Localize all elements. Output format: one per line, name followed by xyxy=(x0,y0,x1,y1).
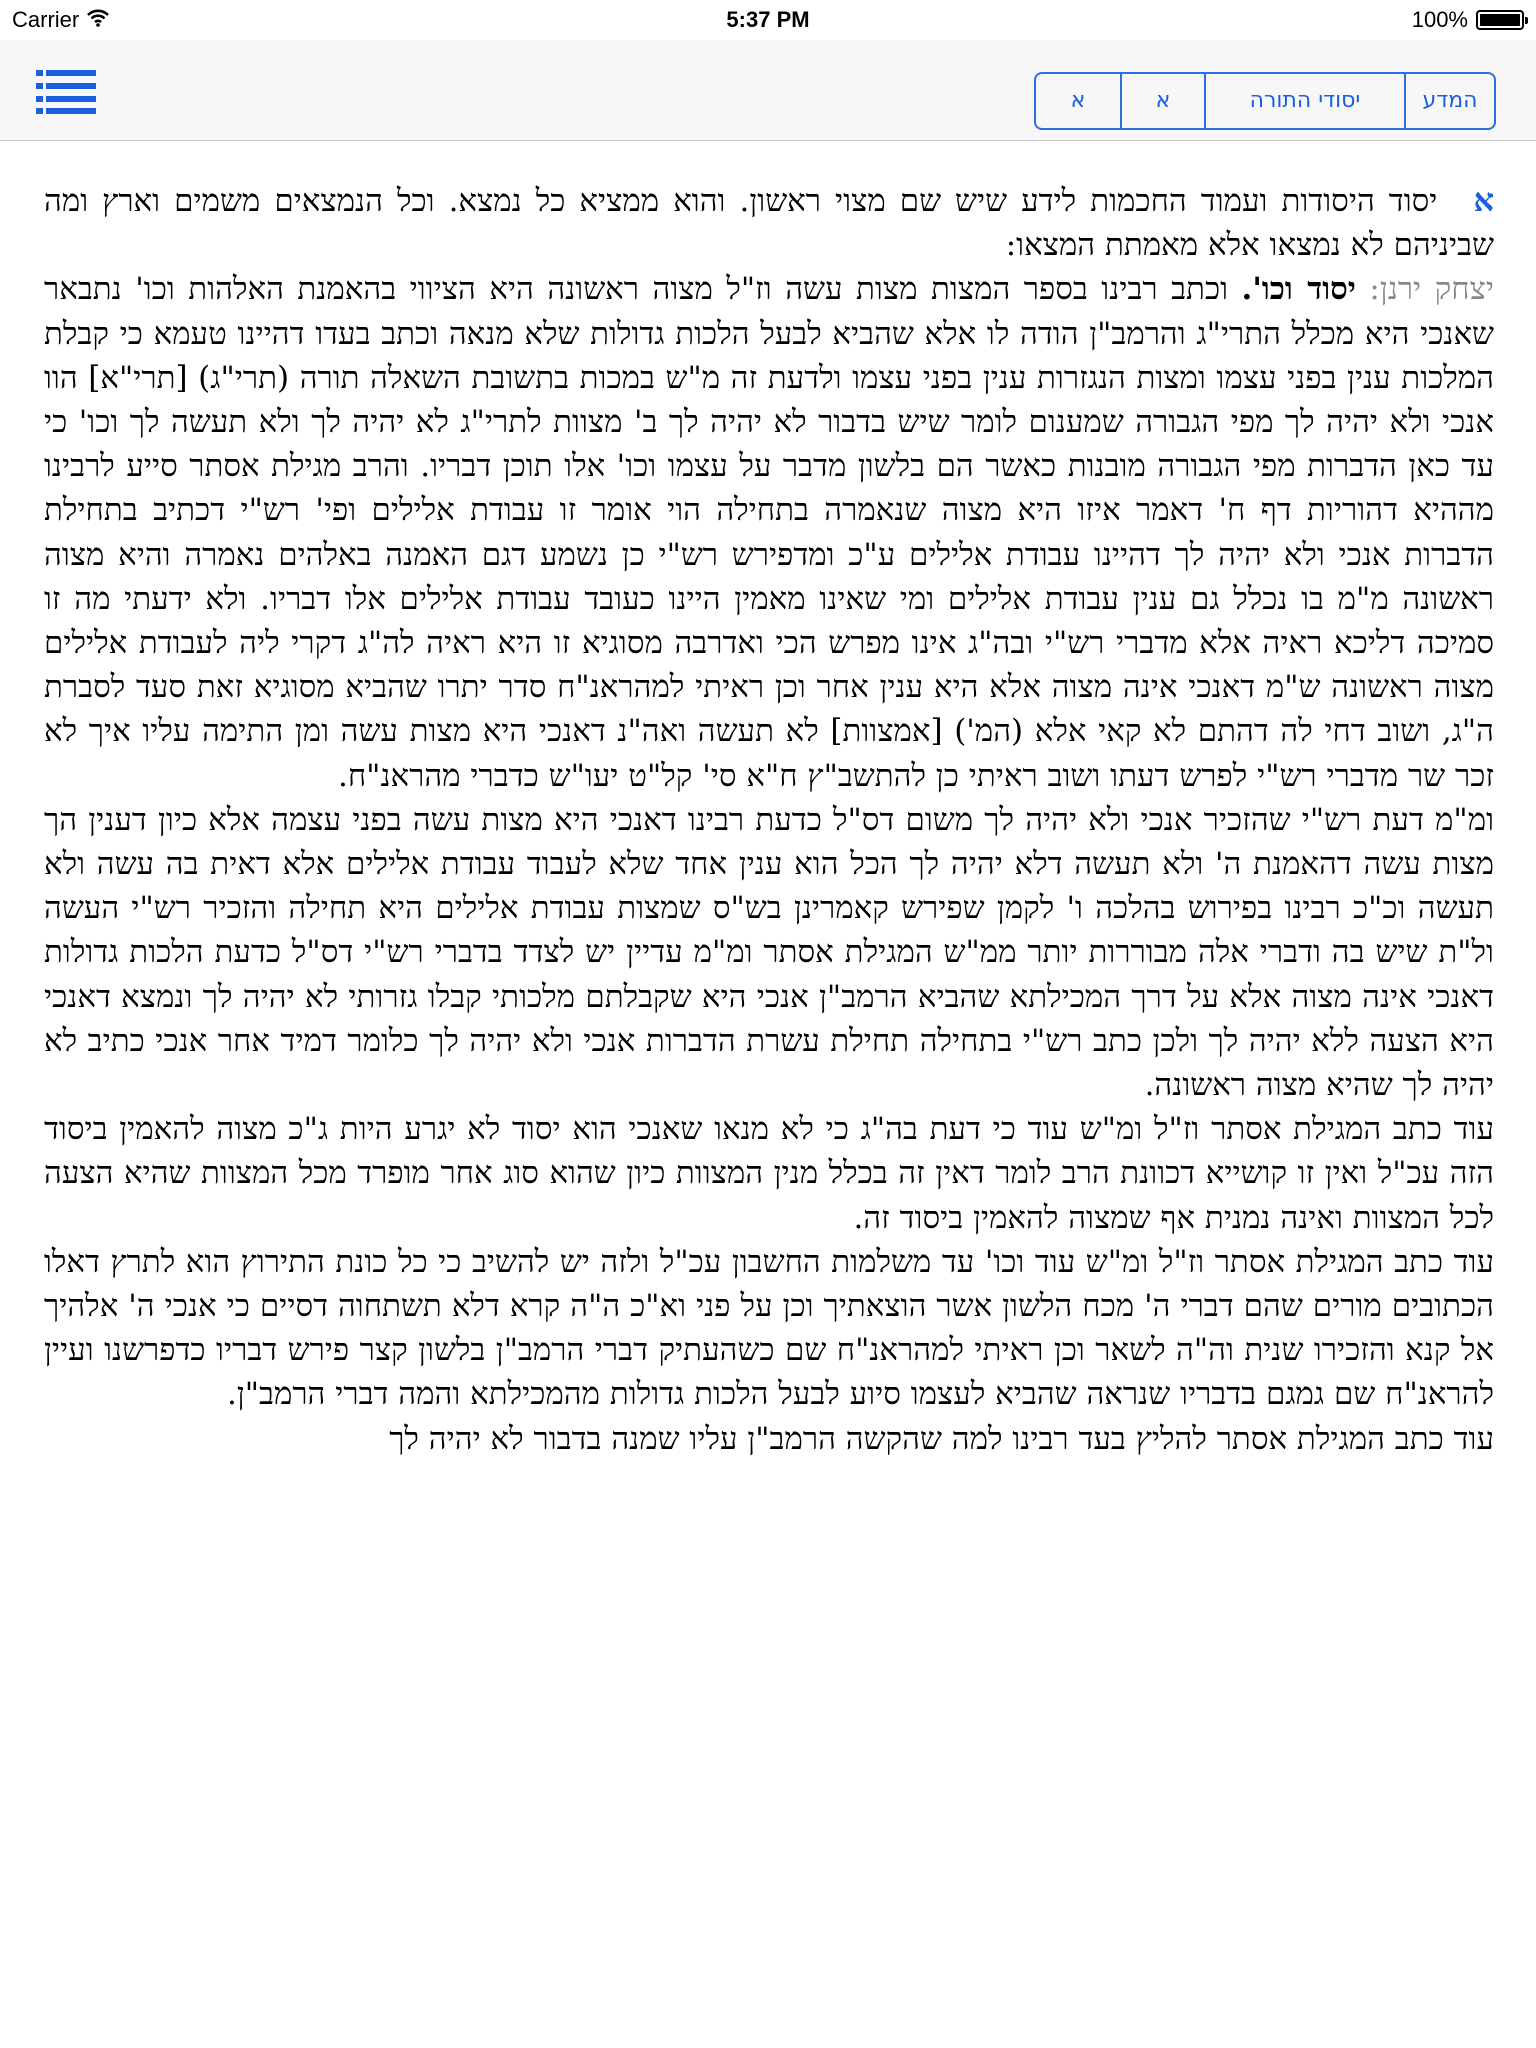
list-icon-bar xyxy=(46,83,96,89)
status-bar xyxy=(0,0,1536,40)
list-icon-dot xyxy=(36,83,43,89)
commentator-name: יצחק ירנן: xyxy=(1369,271,1494,308)
battery-percent: 100% xyxy=(1411,7,1468,32)
list-icon-dot xyxy=(36,70,43,76)
segment-yesodei-hatorah[interactable]: יסודי התורה xyxy=(1204,74,1404,128)
breadcrumb-segmented-control xyxy=(1034,72,1496,130)
commentary-text-1: וכתב רבינו בספר המצות מצות עשה וז"ל מצוה ראשונה היא הציווי בהאמנת האלהות וכו' נתבאר שאנכי היא מכלל התרי"ג והרמב"ן הודה לו אלא שהביא לבעל הלכות גדולות שלא מנאה וכתב בעדו דהיינו טעמא כי קבלת המלכות ענין בפני עצמו ומצות הנגזרות ענין בפני עצמו ולדעת זה מ"ש במכות בתשובת השאלה תורה (תרי"ג) [תרי"א] הוו אנכי ולא יהיה לך מפי הגבורה שמענום לומר שיש בדבור לא יהיה לך ב' מצוות לתרי"ג לא יהיה לך ולא תעשה לך וכו' כי עד כאן הדברות מפי הגבורה מובנות כאשר הם בלשון מדבר על עצמו וכו' אלו תוכן דבריו. והרב מגילת אסתר סייע לרבינו מההיא דהוריות דף ח' דאמר איזו היא מצוה שנאמרה בתחילה הוי אומר זו עבודת אלילים ופי' רש"י דכתיב בתחילת הדברות אנכי ולא יהיה לך דהיינו עבודת אלילים ע"כ ומדפירש רש"י כן נשמע דגם האמנה באלהים נאמרה והיא מצוה ראשונה מ"מ בו נכלל גם ענין עבודת אלילים ומי שאינו מאמין היינו כעובד עבודת אלילים אלו דבריו. ולא ידעתי מה זו סמיכה דליכא ראיה אלא מדברי רש"י ובה"ג אינו מפרש הכי ואדרבה מסוגיא זו היא ראיה לה"ג דקרי ליה לעבודת אלילים מצוה ראשונה ש"מ דאנכי אינה מצוה אלא היא ענין אחר וכן ראיתי למהראנ"ח סדר יתרו שהביא מסוגיא זאת סעד לסברת ה"ג, ושוב דחי לה דהתם לא קאי אלא (המ') [אמצוות] לא תעשה ואה"נ דאנכי היא מצות עשה ומן התימה עליו איך לא זכר שר מדברי רש"י לפרש דעתו ושוב ראיתי כן להתשב"ץ ח"א סי' קל"ט יעו"ש כדברי מהראנ"ח. xyxy=(44,271,1494,794)
list-icon-bar xyxy=(46,70,96,76)
segment-chapter[interactable]: א xyxy=(1120,74,1204,128)
status-right xyxy=(1412,7,1524,33)
list-icon-dot xyxy=(36,108,43,114)
status-time: 5:37 PM xyxy=(726,7,810,32)
list-icon-dot xyxy=(36,96,43,102)
commentary-heading: יסוד וכו'. xyxy=(1241,271,1356,308)
list-icon-bar xyxy=(46,96,96,102)
commentary-paragraph-3: עוד כתב המגילת אסתר וז"ל ומ"ש עוד כי דעת בה"ג כי לא מנאו שאנכי הוא יסוד לא יגרע היות ג"כ מצוה להאמין ביסוד הזה עכ"ל ואין זו קושייא דכוונת הרב לומר דאין זה בכלל מנין המצוות כיון שהוא סוג אחר מופרד מכל המצוות שהיא הצעה לכל המצוות ואינה נמנית אף שמצוה להאמין ביסוד זה. xyxy=(44,1111,1494,1236)
battery-fill xyxy=(1480,14,1520,26)
list-icon[interactable] xyxy=(36,70,96,114)
segment-halacha[interactable]: א xyxy=(1070,88,1086,113)
carrier-label: Carrier xyxy=(12,7,80,32)
verse-text: יסוד היסודות ועמוד החכמות לידע שיש שם מצוי ראשון. והוא ממציא כל נמצא. וכל הנמצאים משמים וארץ ומה שביניהם לא נמצאו אלא מאמתת המצאו: xyxy=(44,183,1494,264)
verse-number[interactable]: א xyxy=(1473,181,1494,219)
commentary-paragraph-5: עוד כתב המגילת אסתר להליץ בעד רבינו למה שהקשה הרמב"ן עליו שמנה בדבור לא יהיה לך xyxy=(389,1420,1494,1457)
segment-hamada[interactable]: המדע xyxy=(1404,74,1494,128)
commentary-paragraph xyxy=(44,267,1494,797)
navigation-bar xyxy=(0,40,1536,141)
commentary-paragraph-2: ומ"מ דעת רש"י שהזכיר אנכי ולא יהיה לך משום דס"ל כדעת רבינו דאנכי היא מצות עשה בפני עצמה אלא כיון דענין הך מצות עשה דהאמנת ה' ולא תעשה דלא יהיה לך הכל הוא ענין אחד שלא לעבוד עבודת אלילים אלא דאית בה עשה ולא תעשה וכ"כ רבינו בפירוש בהלכה ו' לקמן שפירש קאמרינן בש"ס שמצות עבודת אלילים היא תחילה והזכיר רש"י העשה ול"ת שיש בה ודברי אלה מבוררות יותר ממ"ש המגילת אסתר ומ"מ עדיין יש לצדד בדברי רש"י דס"ל כדעת הלכות גדולות דאנכי אינה מצוה אלא על דרך המכילתא שהביא הרמב"ן אנכי היא שקבלתם מלכותי קבלו גזרותי לא יהיה לך ונמצא דאנכי היא הצעה ללא יהיה לך ולכן כתב רש"י בתחילה תחילת עשרת הדברות אנכי ולא יהיה לך כלומר דמיד אחר אנכי כתיב לא יהיה לך שהיא מצוה ראשונה. xyxy=(44,801,1494,1104)
main-text xyxy=(44,178,1494,1461)
commentary-paragraph-4: עוד כתב המגילת אסתר וז"ל ומ"ש עוד וכו' עד משלמות החשבון עכ"ל ולזה יש להשיב כי כל כונת התירוץ הוא לתרץ דאלו הכתובים מורים שהם דברי ה' מכח הלשון אשר הוצאתיך וכן על פני וא"כ ה"ה קרא דלא תשתחוה דסיים כי אנכי ה' אלהיך אל קנא והזכירו שנית וה"ה לשאר וכן ראיתי למהראנ"ח שם כשהעתיק דברי הרמב"ן בלשון קצר פירש דבריו כדפרשנו ועיין להראנ"ח שם גמגם בדבריו שנראה שהביא לעצמו סיוע לבעל הלכות גדולות מהמכילתא והמה דברי הרמב"ן. xyxy=(44,1243,1494,1413)
verse-paragraph xyxy=(44,178,1494,267)
battery-icon xyxy=(1476,10,1524,30)
list-icon-bar xyxy=(46,108,96,114)
